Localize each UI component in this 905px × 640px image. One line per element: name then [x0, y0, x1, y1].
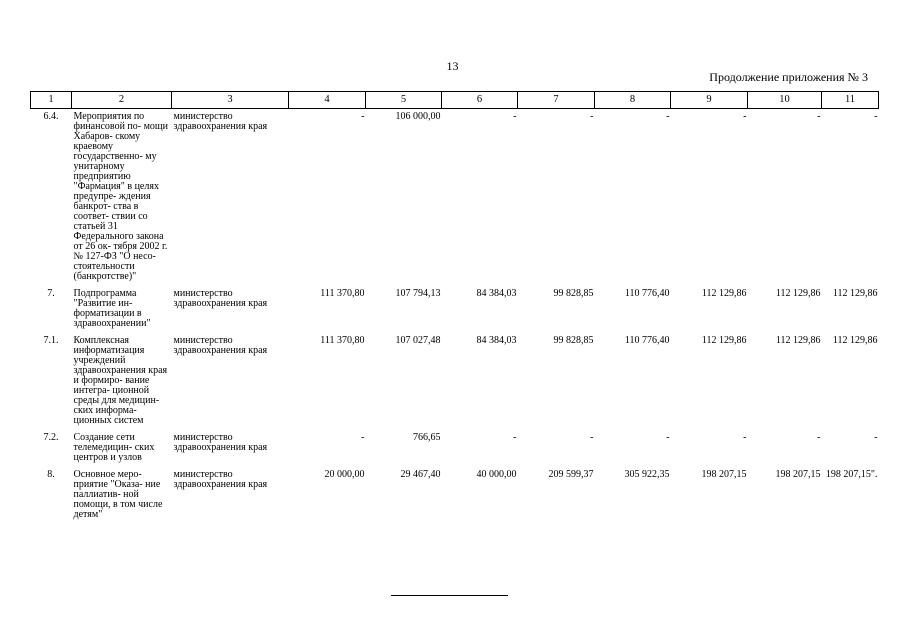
- column-header: 1: [31, 92, 72, 109]
- funding-value: 112 129,86: [701, 335, 747, 346]
- funding-value: 99 828,85: [553, 335, 594, 346]
- funding-value: 84 384,03: [476, 288, 517, 299]
- funding-value: -: [361, 432, 365, 443]
- funding-value: 107 027,48: [395, 335, 441, 346]
- funding-value: 198 207,15: [775, 469, 821, 480]
- program-funding-table: [30, 91, 879, 524]
- funding-value: 112 129,86: [832, 335, 878, 346]
- funding-value: 209 599,37: [548, 469, 594, 480]
- funding-value: 198 207,15: [701, 469, 747, 480]
- funding-value: -: [590, 432, 594, 443]
- activity-name: Создание сети телемедицин- ских центров и узлов: [73, 432, 155, 463]
- executor: министерство здравоохранения края: [173, 469, 268, 490]
- column-header: 11: [822, 92, 879, 109]
- funding-value: 84 384,03: [476, 335, 517, 346]
- activity-name: Мероприятия по финансовой по- мощи Хабаров- скому краевому государственно- му унитарному предприятию "Фармация" в целях предупре- ждения банкрот- ства в соответ- ствии со статьей 31 Федерального закона от 26 ок- тября 2002 г. № 127-ФЗ "О несо- стоятельности (банкротстве)": [73, 111, 168, 282]
- funding-value: -: [874, 111, 878, 122]
- appendix-continuation-label: Продолжение приложения № 3: [709, 70, 868, 84]
- funding-value: 20 000,00: [324, 469, 365, 480]
- executor: министерство здравоохранения края: [173, 335, 268, 356]
- funding-value: -: [666, 432, 670, 443]
- column-header: 5: [366, 92, 442, 109]
- table-row: [31, 430, 879, 467]
- funding-value: 766,65: [413, 432, 441, 443]
- activity-name: Основное меро- приятие "Оказа- ние паллиатив- ной помощи, в том числе детям": [73, 469, 163, 520]
- row-number: 7.: [47, 288, 55, 299]
- funding-value: 29 467,40: [400, 469, 441, 480]
- column-header: 8: [595, 92, 671, 109]
- funding-value: 112 129,86: [775, 288, 821, 299]
- table-row: [31, 333, 879, 430]
- row-number: 6.4.: [43, 111, 59, 122]
- funding-value: -: [817, 111, 821, 122]
- funding-value: -: [590, 111, 594, 122]
- column-header: 9: [671, 92, 748, 109]
- funding-value: 112 129,86: [775, 335, 821, 346]
- page-number: 13: [446, 59, 459, 73]
- activity-name: Комплексная информатизация учреждений здравоохранения края и формиро- вание интегра- ционной среды для медицин- ских информа- ционных систем: [73, 335, 168, 426]
- funding-value: 106 000,00: [395, 111, 441, 122]
- column-header: 2: [72, 92, 172, 109]
- funding-value: 112 129,86: [701, 288, 747, 299]
- column-header: 10: [748, 92, 822, 109]
- funding-value: -: [874, 432, 878, 443]
- funding-value: -: [666, 111, 670, 122]
- row-number: 7.2.: [43, 432, 59, 443]
- column-header: 6: [442, 92, 518, 109]
- column-header: 4: [289, 92, 366, 109]
- funding-value: -: [513, 111, 517, 122]
- funding-value: 107 794,13: [395, 288, 441, 299]
- funding-value: 111 370,80: [320, 335, 365, 346]
- funding-value: 198 207,15".: [825, 469, 878, 480]
- funding-value: 110 776,40: [624, 335, 670, 346]
- funding-value: -: [743, 432, 747, 443]
- funding-value: -: [361, 111, 365, 122]
- footnote-divider: [391, 595, 508, 596]
- funding-value: -: [513, 432, 517, 443]
- funding-value: -: [743, 111, 747, 122]
- executor: министерство здравоохранения края: [173, 432, 268, 453]
- funding-value: 40 000,00: [476, 469, 517, 480]
- column-header: 3: [172, 92, 289, 109]
- funding-value: 110 776,40: [624, 288, 670, 299]
- funding-value: 111 370,80: [320, 288, 365, 299]
- funding-value: -: [817, 432, 821, 443]
- column-header: 7: [518, 92, 595, 109]
- funding-value: 99 828,85: [553, 288, 594, 299]
- table-row: [31, 467, 879, 524]
- executor: министерство здравоохранения края: [173, 288, 268, 309]
- column-number-header-row: [31, 92, 879, 109]
- row-number: 7.1.: [43, 335, 59, 346]
- table-row: [31, 109, 879, 287]
- funding-value: 305 922,35: [624, 469, 670, 480]
- executor: министерство здравоохранения края: [173, 111, 268, 132]
- table-row: [31, 286, 879, 333]
- row-number: 8.: [47, 469, 55, 480]
- funding-value: 112 129,86: [832, 288, 878, 299]
- activity-name: Подпрограмма "Развитие ин- форматизации в здравоохранении": [73, 288, 151, 329]
